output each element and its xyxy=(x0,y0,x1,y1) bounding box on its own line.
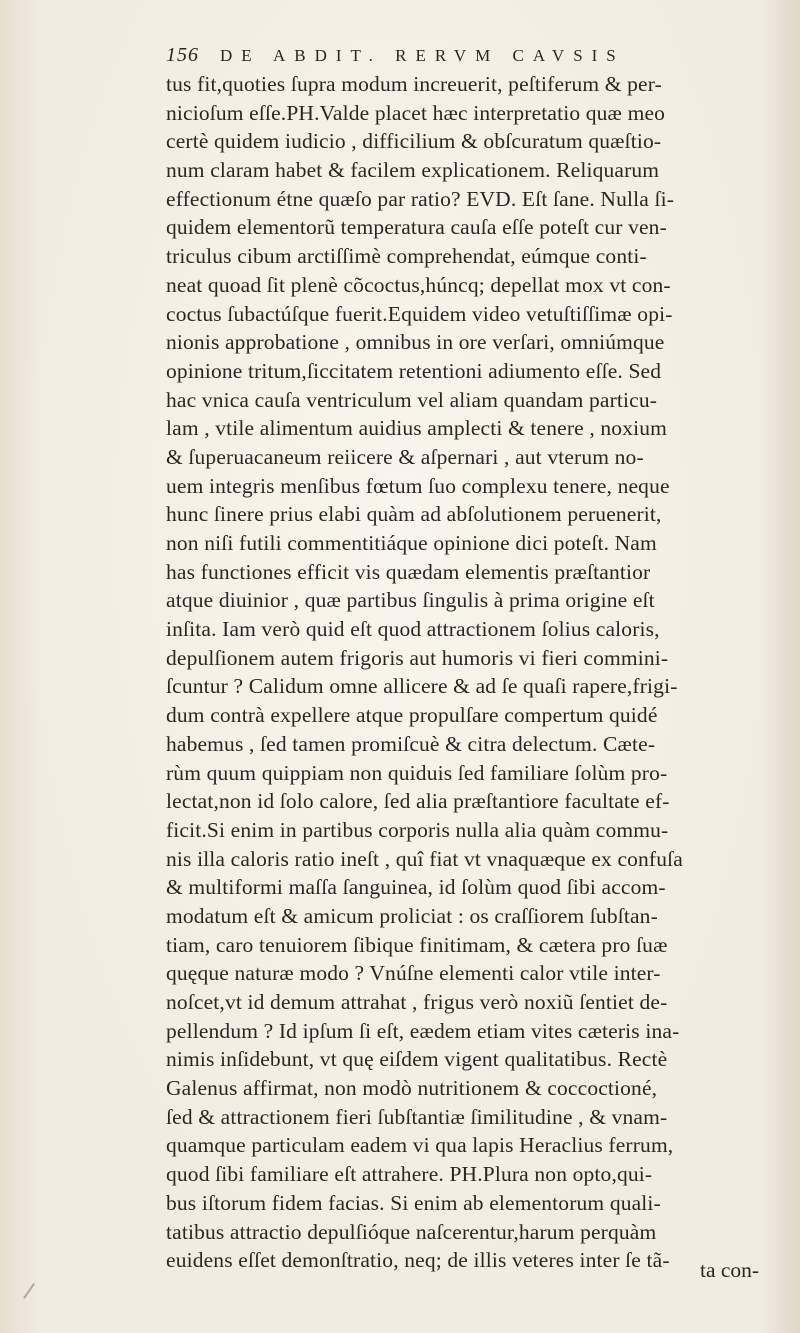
text-line: uem integris menſibus fœtum ſuo complexu tenere, neque xyxy=(166,473,670,498)
text-line: hac vnica cauſa ventriculum vel aliam quandam particu- xyxy=(166,387,658,412)
text-line: quamque particulam eadem vi qua lapis Heraclius ferrum, xyxy=(166,1133,674,1158)
text-line: hunc ſinere prius elabi quàm ad abſolutionem peruenerit, xyxy=(166,502,662,527)
text-line: euidens eſſet demonſtratio, neq; de illis veteres inter ſe tã- xyxy=(166,1248,670,1273)
text-line: nis illa caloris ratio ineſt , quî fiat vt vnaquæque ex confuſa xyxy=(166,846,683,871)
text-line: tus fit,quoties ſupra modum increuerit, peſtiferum & per- xyxy=(166,72,662,96)
text-line: certè quidem iudicio , difficilium & obſcuratum quæſtio- xyxy=(166,129,662,154)
text-line: ficit.Si enim in partibus corporis nulla alia quàm commu- xyxy=(166,817,669,842)
catchword: ta con- xyxy=(700,1258,760,1282)
text-line: lam , vtile alimentum auidius amplecti & tenere , noxium xyxy=(166,416,667,441)
body-text xyxy=(166,70,792,1275)
text-line: tatibus attractio depulſióque naſcerentur,harum perquàm xyxy=(166,1219,657,1244)
text-line: Galenus affirmat, non modò nutritionem & coccoctioné, xyxy=(166,1076,658,1101)
text-line: coctus ſubactúſque fuerit.Equidem video vetuſtiſſimæ opi- xyxy=(166,301,673,326)
text-line: neat quoad ſit plenè cõcoctus,húncq; depellat mox vt con- xyxy=(166,272,671,297)
text-line: tiam, caro tenuiorem ſibique finitimam, & cætera pro ſuæ xyxy=(166,932,668,957)
text-line: ſcuntur ? Calidum omne allicere & ad ſe quaſi rapere,frigi- xyxy=(166,674,678,699)
text-line: bus iſtorum fidem facias. Si enim ab elementorum quali- xyxy=(166,1190,661,1215)
text-line: rùm quum quippiam non quiduis ſed familiare ſolùm pro- xyxy=(166,760,668,785)
text-line: dum contrà expellere atque propulſare compertum quidé xyxy=(166,703,658,728)
text-line: nicioſum eſſe.PH.Valde placet hæc interpretatio quæ meo xyxy=(166,100,666,125)
text-line: non niſi futili commentitiáque opinione dici poteſt. Nam xyxy=(166,531,657,555)
text-line: quidem elementorũ temperatura cauſa eſſe poteſt cur ven- xyxy=(166,215,667,240)
text-line: pellendum ? Id ipſum ſi eſt, eædem etiam vites cæteris ina- xyxy=(166,1018,680,1043)
text-line: inſita. Iam verò quid eſt quod attractionem ſolius caloris, xyxy=(166,617,660,642)
running-head: DE ABDIT. RERVM CAVSIS xyxy=(220,46,625,65)
page-header xyxy=(166,42,686,70)
text-line: depulſionem autem frigoris aut humoris vi fieri commini- xyxy=(166,645,669,670)
text-line: nionis approbatione , omnibus in ore verſari, omniúmque xyxy=(166,330,665,355)
text-line: atque diuinior , quæ partibus ſingulis à prima origine eſt xyxy=(166,588,655,613)
text-line: opinione tritum,ſiccitatem retentioni adiumento eſſe. Sed xyxy=(166,358,662,383)
text-line: noſcet,vt id demum attrahat , frigus verò noxiũ ſentiet de- xyxy=(166,990,668,1014)
text-line: & multiformi maſſa ſanguinea, id ſolùm quod ſibi accom- xyxy=(166,875,666,900)
text-line: & ſuperuacaneum reiicere & aſpernari , aut vterum no- xyxy=(166,444,644,469)
text-line: has functiones efficit vis quædam elementis præſtantior xyxy=(166,559,651,584)
text-line: ſed & attractionem fieri ſubſtantiæ ſimilitudine , & vnam- xyxy=(166,1104,668,1129)
text-line: quęque naturæ modo ? Vnúſne elementi calor vtile inter- xyxy=(166,961,661,986)
page-number: 156 xyxy=(166,44,199,66)
text-line: lectat,non id ſolo calore, ſed alia præſtantiore facultate ef- xyxy=(166,789,670,814)
text-line: effectionum étne quæſo par ratio? EVD. Eſt ſane. Nulla ſi- xyxy=(166,186,675,211)
text-line: habemus , ſed tamen promiſcuè & citra delectum. Cæte- xyxy=(166,731,656,756)
text-line: num claram habet & facilem explicationem. Reliquarum xyxy=(166,158,660,183)
text-line: quod ſibi familiare eſt attrahere. PH.Plura non opto,qui- xyxy=(166,1162,653,1187)
text-line: modatum eſt & amicum proliciat : os craſſiorem ſubſtan- xyxy=(166,903,658,928)
text-line: triculus cibum arctiſſimè comprehendat, eúmque conti- xyxy=(166,244,647,269)
text-line: nimis inſidebunt, vt quę eiſdem vigent qualitatibus. Rectè xyxy=(166,1047,668,1072)
